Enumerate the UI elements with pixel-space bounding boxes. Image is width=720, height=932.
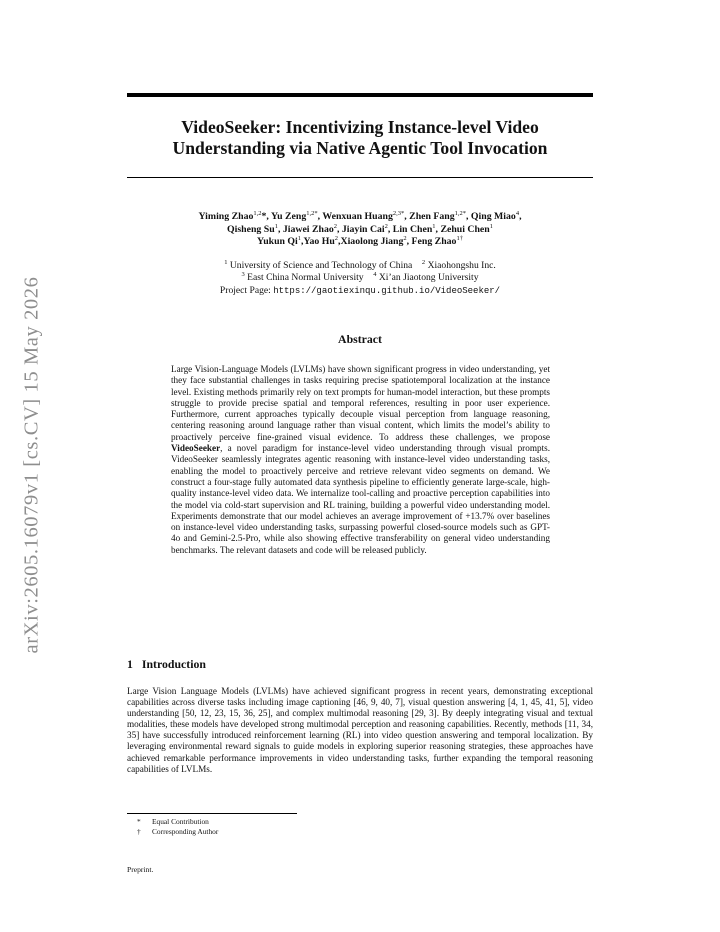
author-sep: , bbox=[277, 223, 283, 235]
arxiv-identifier-text: arXiv:2605.16079v1 [cs.CV] 15 May 2026 bbox=[20, 276, 43, 654]
footnote-mark: † bbox=[137, 827, 141, 836]
author: Xiaolong Jiang bbox=[340, 236, 404, 247]
author-sup: 2,3* bbox=[392, 210, 405, 217]
abstract-text: Large Vision-Language Models (LVLMs) have shown significant progress in video understanding, yet they face substantial challenges in tasks requiring precise spatiotemporal localization at the instance level. Existing methods primarily rely on text prompts for human-model interaction, but these prompts struggle to provide precise spatial and temporal references, resulting in poor user experience. Furthermore, current approaches typically decouple visual perception from language reasoning, centering reasoning around language rather than visual content, which limits the model’s ability to proactively perceive fine-grained visual evidence. To address these challenges, we propose bbox=[171, 364, 550, 442]
abstract-highlight: VideoSeeker bbox=[171, 443, 221, 454]
author-sup: 1 bbox=[432, 222, 436, 230]
footnotes bbox=[137, 817, 218, 837]
author-line-3 bbox=[127, 236, 593, 249]
author-sep: , bbox=[387, 223, 393, 235]
section-title: Introduction bbox=[141, 657, 206, 671]
author: Lin Chen bbox=[392, 223, 433, 235]
affiliation: Xi’an Jiaotong University bbox=[378, 272, 479, 284]
author-sep: , bbox=[406, 236, 412, 247]
footnote bbox=[137, 827, 218, 837]
author-sup: 1 bbox=[489, 222, 493, 230]
author: Feng Zhao bbox=[411, 236, 457, 247]
author: Wenxuan Huang bbox=[322, 211, 393, 222]
author: Qing Miao bbox=[470, 211, 516, 222]
footnote-mark: * bbox=[137, 817, 141, 826]
section-number: 1 bbox=[127, 657, 133, 671]
author: Yao Hu bbox=[303, 236, 335, 247]
author-line-2 bbox=[127, 224, 593, 237]
footnote bbox=[137, 817, 218, 827]
author-sup: 1,2 bbox=[253, 210, 262, 217]
section-heading bbox=[127, 657, 206, 672]
author-sup: 2 bbox=[403, 235, 407, 242]
author-sup: 2 bbox=[334, 235, 339, 242]
author: Qisheng Su bbox=[227, 223, 275, 235]
author-line-1 bbox=[127, 211, 593, 224]
affiliation: East China Normal University bbox=[247, 272, 364, 284]
abstract-text: , a novel paradigm for instance-level video understanding through visual prompts. VideoSeeker seamlessly integrates agentic reasoning with instance-level video understanding tasks, enabling the model to proactively perceive and retrieve relevant video segments on demand. We construct a four-stage fully automated data synthesis pipeline to efficiently generate large-scale, high-quality instance-level video data. We internalize tool-calling and proactive perception capabilities into the model via cold-start supervision and RL training, building a powerful video understanding model. Experiments demonstrate that our model achieves an average improvement of +13.7% over baselines on instance-level video understanding tasks, surpassing powerful closed-source models such as GPT-4o and Gemini-2.5-Pro, while also showing effective transferability on general video understanding benchmarks. The relevant datasets and code will be released publicly. bbox=[171, 443, 550, 555]
affiliation-line-1 bbox=[127, 260, 593, 272]
footnote-text: Corresponding Author bbox=[152, 827, 219, 836]
footnote-rule bbox=[127, 813, 297, 814]
abstract-body bbox=[171, 364, 550, 556]
footnote-text: Equal Contribution bbox=[152, 817, 209, 826]
title-line-1: VideoSeeker: Incentivizing Instance-level Video bbox=[181, 117, 539, 137]
author-sup: 4 bbox=[515, 210, 520, 217]
author-sep: , bbox=[519, 211, 522, 222]
author-sep: , bbox=[338, 236, 341, 247]
title-bottom-rule bbox=[127, 177, 593, 178]
affiliation-sup: 3 bbox=[241, 271, 245, 279]
affiliation-line-2 bbox=[127, 272, 593, 284]
author-sep: , bbox=[317, 211, 323, 222]
affiliation-sup: 4 bbox=[373, 271, 377, 279]
title-top-rule bbox=[127, 93, 593, 97]
title-line-2: Understanding via Native Agentic Tool Invocation bbox=[172, 138, 548, 158]
author-sep: *, bbox=[261, 211, 271, 222]
author: Yiming Zhao bbox=[198, 211, 254, 222]
project-page-label: Project Page: bbox=[219, 284, 274, 296]
author-sup: 1,2* bbox=[306, 210, 318, 217]
author-sup: 2 bbox=[333, 222, 337, 230]
affiliation-sup: 1 bbox=[224, 259, 228, 266]
author: Yukun Qi bbox=[257, 236, 298, 247]
author-sep: , bbox=[301, 236, 304, 247]
introduction-paragraph: Large Vision Language Models (LVLMs) have achieved significant progress in recent years, demonstrating exceptional capabilities across diverse tasks including image captioning [46, 9, 40, 7], visual question answering [4, 1, 45, 41, 5], video understanding [50, 12, 23, 15, 36, 25], and complex multimodal reasoning [29, 3]. By deeply integrating visual and textual modalities, these models have developed strong multimodal perception and reasoning capabilities. Recently, methods [11, 34, 35] have successfully introduced reinforcement learning (RL) into video question answering and temporal localization. By leveraging environmental reward signals to guide models in exploring superior reasoning strategies, these approaches have achieved remarkable performance improvements in video understanding tasks, further expanding the temporal reasoning capabilities of LVLMs. bbox=[127, 686, 593, 774]
author: Zehui Chen bbox=[440, 223, 490, 235]
author-sup: 1† bbox=[456, 235, 463, 242]
author-sep: , bbox=[466, 211, 471, 222]
author-sep: , bbox=[435, 223, 441, 235]
author: Zhen Fang bbox=[409, 211, 455, 222]
author: Yu Zeng bbox=[270, 211, 307, 222]
author-sup: 1 bbox=[274, 222, 278, 230]
preprint-label: Preprint. bbox=[127, 865, 154, 874]
author-sep: , bbox=[337, 223, 342, 235]
affiliation-sup: 2 bbox=[421, 259, 426, 266]
paper-title bbox=[127, 117, 593, 159]
abstract-heading: Abstract bbox=[338, 332, 382, 346]
author-sep: , bbox=[404, 211, 410, 222]
affiliation: Xiaohongshu Inc. bbox=[427, 260, 496, 271]
affiliation: University of Science and Technology of China bbox=[229, 260, 413, 271]
arxiv-identifier bbox=[12, 250, 52, 680]
project-page-link[interactable]: https://gaotiexinqu.github.io/VideoSeeker/ bbox=[273, 285, 501, 296]
author: Jiayin Cai bbox=[341, 223, 385, 235]
author-sup: 1 bbox=[297, 235, 302, 242]
author: Jiawei Zhao bbox=[282, 223, 334, 235]
author-sup: 2 bbox=[384, 222, 388, 230]
project-page-line bbox=[127, 285, 593, 297]
author-sup: 1,2* bbox=[454, 210, 466, 217]
affiliations bbox=[127, 260, 593, 297]
author-list bbox=[127, 211, 593, 249]
